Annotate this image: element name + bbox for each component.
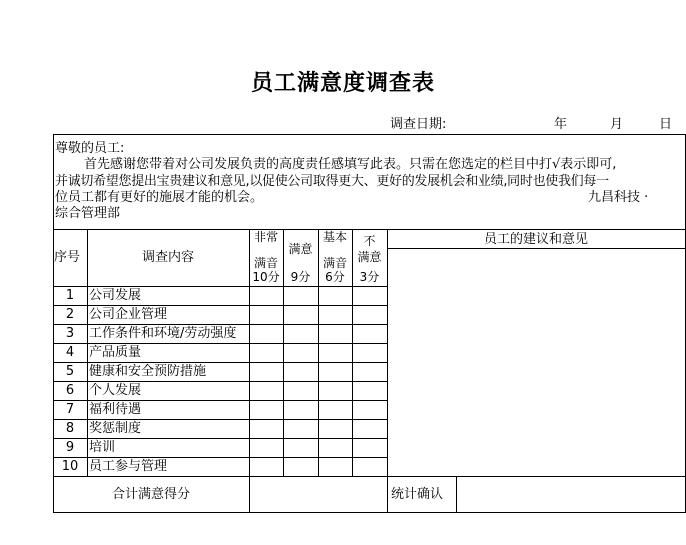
- suggestions-field[interactable]: [388, 249, 685, 476]
- row-number: 10: [61, 459, 79, 474]
- department-name: 综合管理部: [55, 206, 121, 221]
- row-number: 4: [65, 345, 75, 360]
- intro-line-1: 首先感谢您带着对公司发展负责的高度责任感填写此表。只需在您选定的栏目中打√表示即可,: [84, 157, 617, 172]
- header-unsatisfied-score: 3分: [359, 270, 380, 284]
- very-satisfied-cell[interactable]: [250, 363, 283, 381]
- unsatisfied-cell[interactable]: [353, 306, 387, 324]
- day-label: 日: [659, 117, 673, 132]
- basic-satisfied-cell[interactable]: [319, 306, 352, 324]
- basic-satisfied-cell[interactable]: [319, 363, 352, 381]
- unsatisfied-cell[interactable]: [353, 401, 387, 419]
- basic-satisfied-cell[interactable]: [319, 401, 352, 419]
- header-very-satisfied-top: 非常: [253, 230, 278, 244]
- satisfied-cell[interactable]: [284, 382, 318, 400]
- basic-satisfied-cell[interactable]: [319, 458, 352, 476]
- basic-satisfied-cell[interactable]: [319, 344, 352, 362]
- row-number: 3: [65, 326, 75, 341]
- total-score-field[interactable]: [250, 477, 387, 512]
- satisfied-cell[interactable]: [284, 458, 318, 476]
- statistics-confirm-field[interactable]: [457, 477, 685, 512]
- unsatisfied-cell[interactable]: [353, 344, 387, 362]
- satisfied-cell[interactable]: [284, 439, 318, 457]
- very-satisfied-cell[interactable]: [250, 439, 283, 457]
- satisfied-cell[interactable]: [284, 325, 318, 343]
- very-satisfied-cell[interactable]: [250, 382, 283, 400]
- basic-satisfied-cell[interactable]: [319, 325, 352, 343]
- basic-satisfied-cell[interactable]: [319, 287, 352, 305]
- basic-satisfied-cell[interactable]: [319, 420, 352, 438]
- satisfied-cell[interactable]: [284, 306, 318, 324]
- header-no: 序号: [54, 250, 81, 265]
- header-basic-top: 基本: [322, 230, 347, 244]
- row-item: 个人发展: [89, 383, 142, 398]
- basic-satisfied-cell[interactable]: [319, 382, 352, 400]
- month-label: 月: [610, 117, 624, 132]
- row-item: 公司企业管理: [89, 307, 168, 322]
- row-item: 公司发展: [89, 288, 142, 303]
- row-number: 8: [65, 421, 75, 436]
- header-suggestions: 员工的建议和意见: [483, 232, 588, 247]
- header-content: 调查内容: [141, 250, 194, 265]
- row-item: 健康和安全预防措施: [89, 364, 207, 379]
- satisfied-cell[interactable]: [284, 287, 318, 305]
- header-very-satisfied-a: 满音: [253, 256, 278, 270]
- satisfied-cell[interactable]: [284, 363, 318, 381]
- very-satisfied-cell[interactable]: [250, 325, 283, 343]
- row-number: 6: [65, 383, 75, 398]
- intro-line-2: 并诚切希望您提出宝贵建议和意见,以促使公司取得更大、更好的发展机会和业绩,同时也使我们每一: [55, 174, 609, 189]
- very-satisfied-cell[interactable]: [250, 306, 283, 324]
- header-satisfied-score: 9分: [290, 270, 311, 284]
- satisfied-cell[interactable]: [284, 420, 318, 438]
- row-number: 7: [65, 402, 75, 417]
- unsatisfied-cell[interactable]: [353, 420, 387, 438]
- unsatisfied-cell[interactable]: [353, 325, 387, 343]
- header-unsatisfied-top: 不: [363, 234, 376, 248]
- unsatisfied-cell[interactable]: [353, 439, 387, 457]
- very-satisfied-cell[interactable]: [250, 458, 283, 476]
- header-basic-score: 6分: [325, 270, 345, 284]
- row-number: 2: [65, 307, 75, 322]
- header-very-satisfied-score: 10分: [252, 270, 280, 284]
- intro-greeting: 尊敬的员工:: [55, 141, 125, 156]
- row-number: 5: [65, 364, 75, 379]
- header-satisfied-top: 满意: [288, 242, 313, 256]
- company-name: 九昌科技 ·: [588, 190, 649, 205]
- unsatisfied-cell[interactable]: [353, 382, 387, 400]
- very-satisfied-cell[interactable]: [250, 287, 283, 305]
- page-title: 员工满意度调查表: [250, 70, 435, 96]
- row-item: 培训: [89, 440, 116, 455]
- row-item: 福利待遇: [89, 402, 142, 417]
- year-label: 年: [554, 117, 568, 132]
- row-number: 9: [65, 440, 75, 455]
- survey-date-label: 调查日期:: [390, 117, 447, 132]
- row-number: 1: [65, 288, 75, 303]
- row-item: 工作条件和环境/劳动强度: [89, 326, 237, 341]
- row-item: 员工参与管理: [89, 459, 168, 474]
- total-score-label: 合计满意得分: [111, 487, 190, 502]
- intro-line-3: 位员工都有更好的施展才能的机会。: [55, 190, 264, 205]
- header-unsatisfied-mid: 满意: [357, 250, 382, 264]
- statistics-confirm-label: 统计确认: [391, 487, 444, 502]
- satisfied-cell[interactable]: [284, 401, 318, 419]
- unsatisfied-cell[interactable]: [353, 363, 387, 381]
- very-satisfied-cell[interactable]: [250, 420, 283, 438]
- very-satisfied-cell[interactable]: [250, 401, 283, 419]
- header-basic-a: 满音: [322, 256, 347, 270]
- row-item: 产品质量: [89, 345, 142, 360]
- basic-satisfied-cell[interactable]: [319, 439, 352, 457]
- row-item: 奖惩制度: [89, 421, 142, 436]
- satisfied-cell[interactable]: [284, 344, 318, 362]
- very-satisfied-cell[interactable]: [250, 344, 283, 362]
- unsatisfied-cell[interactable]: [353, 458, 387, 476]
- unsatisfied-cell[interactable]: [353, 287, 387, 305]
